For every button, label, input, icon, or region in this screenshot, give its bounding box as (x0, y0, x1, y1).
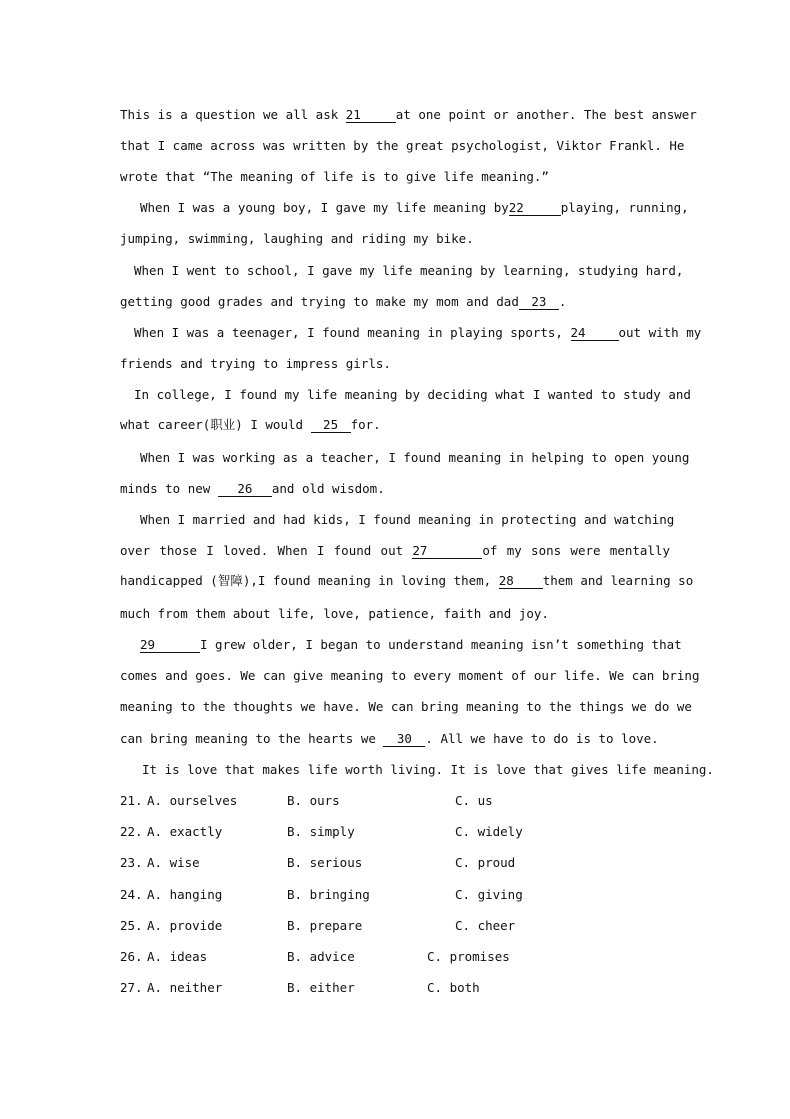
passage-line: meaning to the thoughts we have. We can bring meaning to the things we do we (120, 699, 692, 714)
option-c: C. proud (455, 855, 516, 870)
option-b: B. serious (287, 855, 363, 870)
blank-27: 27 (412, 544, 482, 559)
passage-line: wrote that “The meaning of life is to give life meaning.” (120, 169, 549, 184)
option-a: A. provide (147, 918, 223, 933)
blank-25: 25 (311, 418, 351, 433)
blank-30: 30 (383, 732, 425, 747)
option-c: C. giving (455, 887, 523, 902)
question-number: 27. (120, 980, 143, 995)
option-b: B. either (287, 980, 355, 995)
option-c: C. promises (427, 949, 510, 964)
option-b: B. bringing (287, 887, 370, 902)
question-number: 21. (120, 793, 143, 808)
passage-line: over those I loved. When I found out 27 of my sons were mentally (120, 543, 670, 558)
blank-26: 26 (218, 482, 272, 497)
passage-line: 29 I grew older, I began to understand meaning isn’t something that (140, 637, 682, 652)
passage-line: comes and goes. We can give meaning to every moment of our life. We can bring (120, 668, 700, 683)
blank-23: 23 (519, 295, 559, 310)
option-a: A. neither (147, 980, 223, 995)
passage-line: When I was working as a teacher, I found meaning in helping to open young (140, 450, 690, 465)
passage-line: friends and trying to impress girls. (120, 356, 391, 371)
passage-line: When I was a teenager, I found meaning in playing sports, 24 out with my (134, 325, 702, 340)
blank-28: 28 (499, 574, 543, 589)
passage-line: much from them about life, love, patience, faith and joy. (120, 606, 549, 621)
passage-line: getting good grades and trying to make my mom and dad 23 . (120, 294, 567, 309)
passage-line: It is love that makes life worth living. It is love that gives life meaning. (142, 762, 714, 777)
option-b: B. ours (287, 793, 340, 808)
passage-line: This is a question we all ask 21 at one point or another. The best answer (120, 107, 697, 122)
option-c: C. us (455, 793, 493, 808)
passage-line: In college, I found my life meaning by deciding what I wanted to study and (134, 387, 691, 402)
passage-line: handicapped (智障),I found meaning in loving them, 28 them and learning so (120, 573, 694, 588)
passage-line: minds to new 26 and old wisdom. (120, 481, 385, 496)
option-a: A. wise (147, 855, 200, 870)
option-c: C. widely (455, 824, 523, 839)
question-number: 26. (120, 949, 143, 964)
option-b: B. simply (287, 824, 355, 839)
question-number: 23. (120, 855, 143, 870)
option-a: A. exactly (147, 824, 223, 839)
blank-22: 22 (509, 201, 561, 216)
passage-line: When I was a young boy, I gave my life meaning by22 playing, running, (140, 200, 689, 215)
passage-line: When I married and had kids, I found meaning in protecting and watching (140, 512, 675, 527)
blank-24: 24 (571, 326, 619, 341)
passage-line: what career(职业) I would 25 for. (120, 417, 381, 432)
passage-line: When I went to school, I gave my life meaning by learning, studying hard, (134, 263, 684, 278)
blank-29: 29 (140, 638, 200, 653)
option-b: B. prepare (287, 918, 363, 933)
option-c: C. both (427, 980, 480, 995)
question-number: 25. (120, 918, 143, 933)
question-number: 22. (120, 824, 143, 839)
option-a: A. ideas (147, 949, 208, 964)
option-a: A. hanging (147, 887, 223, 902)
blank-21: 21 (346, 108, 396, 123)
option-c: C. cheer (455, 918, 516, 933)
option-a: A. ourselves (147, 793, 238, 808)
passage-line: can bring meaning to the hearts we 30 . All we have to do is to love. (120, 731, 659, 746)
passage-line: jumping, swimming, laughing and riding my bike. (120, 231, 474, 246)
option-b: B. advice (287, 949, 355, 964)
passage-line: that I came across was written by the great psychologist, Viktor Frankl. He (120, 138, 685, 153)
question-number: 24. (120, 887, 143, 902)
